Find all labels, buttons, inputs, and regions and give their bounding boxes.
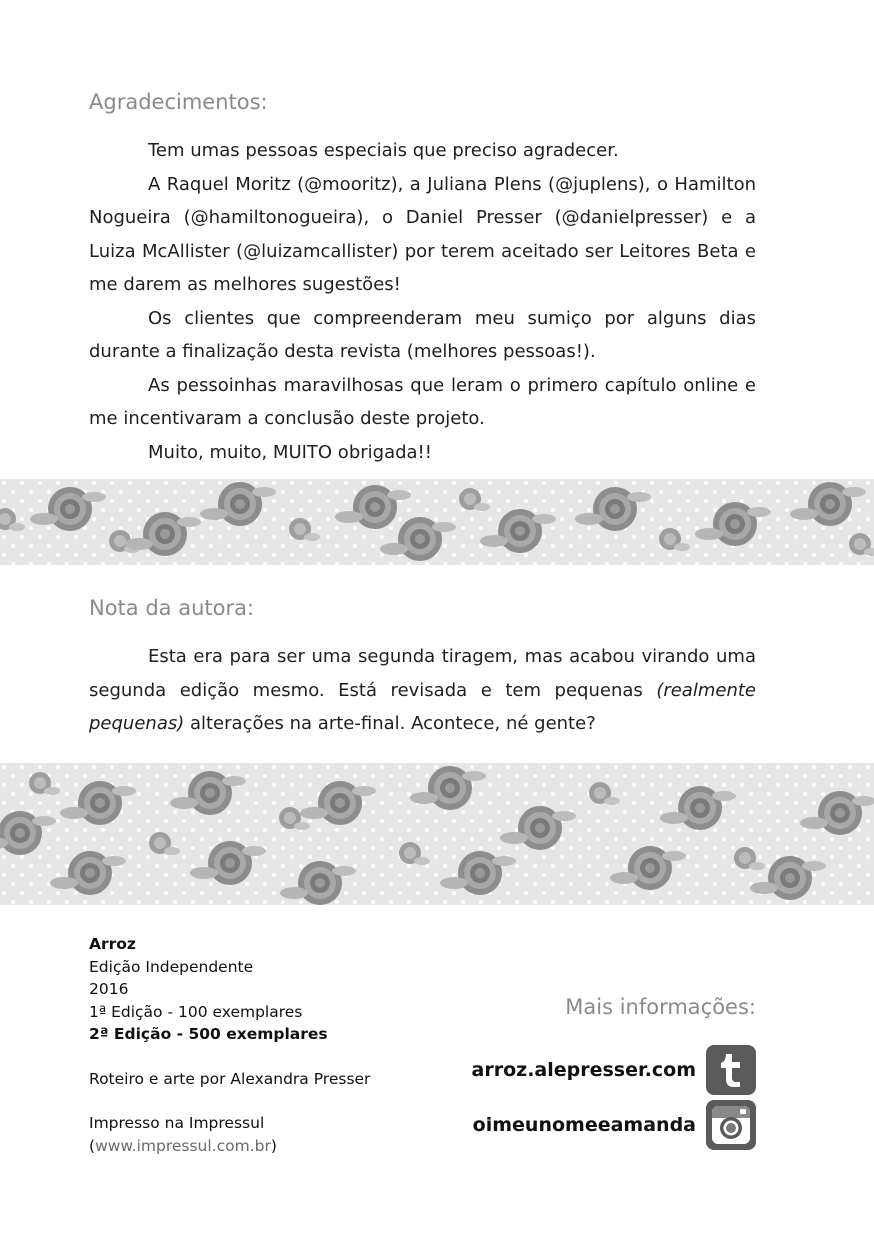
paren-open: (	[89, 1136, 96, 1155]
instagram-icon[interactable]	[706, 1100, 756, 1150]
printer-url-link[interactable]: www.impressul.com.br	[95, 1136, 271, 1155]
floral-pattern	[0, 763, 874, 905]
tumblr-label[interactable]: arroz.alepresser.com	[471, 1059, 696, 1081]
ack-paragraph: Muito, muito, MUITO obrigada!!	[148, 441, 432, 463]
ack-paragraph: A Raquel Moritz (@mooritz), a Juliana Plens (@juplens), o Hamilton Nogueira (@hamiltonogueira), o Daniel Presser (@danielpresser) e a Luiza McAllister (@luizamcallister) por terem aceitado ser Leitores Beta e me darem as melhores sugestões!	[89, 173, 756, 295]
colophon-printer-url	[89, 1135, 370, 1158]
colophon-credits: Roteiro e arte por Alexandra Presser	[89, 1069, 371, 1088]
colophon-edition-1: 1ª Edição - 100 exemplares	[89, 1002, 303, 1021]
floral-divider	[0, 763, 874, 905]
colophon-publisher: Edição Independente	[89, 957, 254, 976]
tumblr-link[interactable]	[472, 1045, 756, 1095]
floral-divider	[0, 479, 874, 565]
note-text-part: alterações na arte-final. Acontece, né gente?	[184, 713, 596, 734]
colophon-edition-2: 2ª Edição - 500 exemplares	[89, 1025, 328, 1043]
acknowledgements-section	[89, 90, 756, 469]
instagram-label[interactable]: oimeunomeeamanda	[472, 1114, 696, 1136]
colophon-printer: Impresso na Impressul	[89, 1114, 265, 1132]
colophon	[89, 933, 370, 1157]
note-italic-text: (realmente pequenas)	[89, 679, 756, 734]
author-note-title: Nota da autora:	[89, 596, 255, 620]
floral-pattern	[0, 479, 874, 565]
author-note-text	[89, 640, 756, 741]
author-note-section	[89, 596, 756, 741]
instagram-link[interactable]	[473, 1100, 756, 1150]
ack-paragraph: As pessoinhas maravilhosas que leram o primero capítulo online e me incentivaram a conclusão deste projeto.	[89, 374, 756, 429]
colophon-year: 2016	[89, 980, 129, 998]
note-text-part: Esta era para ser uma segunda tiragem, mas acabou virando uma segunda edição mesmo. Está revisada e tem pequenas	[89, 646, 756, 701]
paren-close: )	[270, 1136, 277, 1155]
tumblr-icon[interactable]	[706, 1045, 756, 1095]
acknowledgements-title: Agradecimentos:	[89, 90, 268, 114]
more-info-title: Mais informações:	[565, 995, 756, 1019]
ack-paragraph: Os clientes que compreenderam meu sumiço por alguns dias durante a finalização desta revista (melhores pessoas!).	[89, 307, 756, 362]
ack-paragraph: Tem umas pessoas especiais que preciso agradecer.	[148, 140, 619, 161]
colophon-title: Arroz	[89, 935, 136, 953]
